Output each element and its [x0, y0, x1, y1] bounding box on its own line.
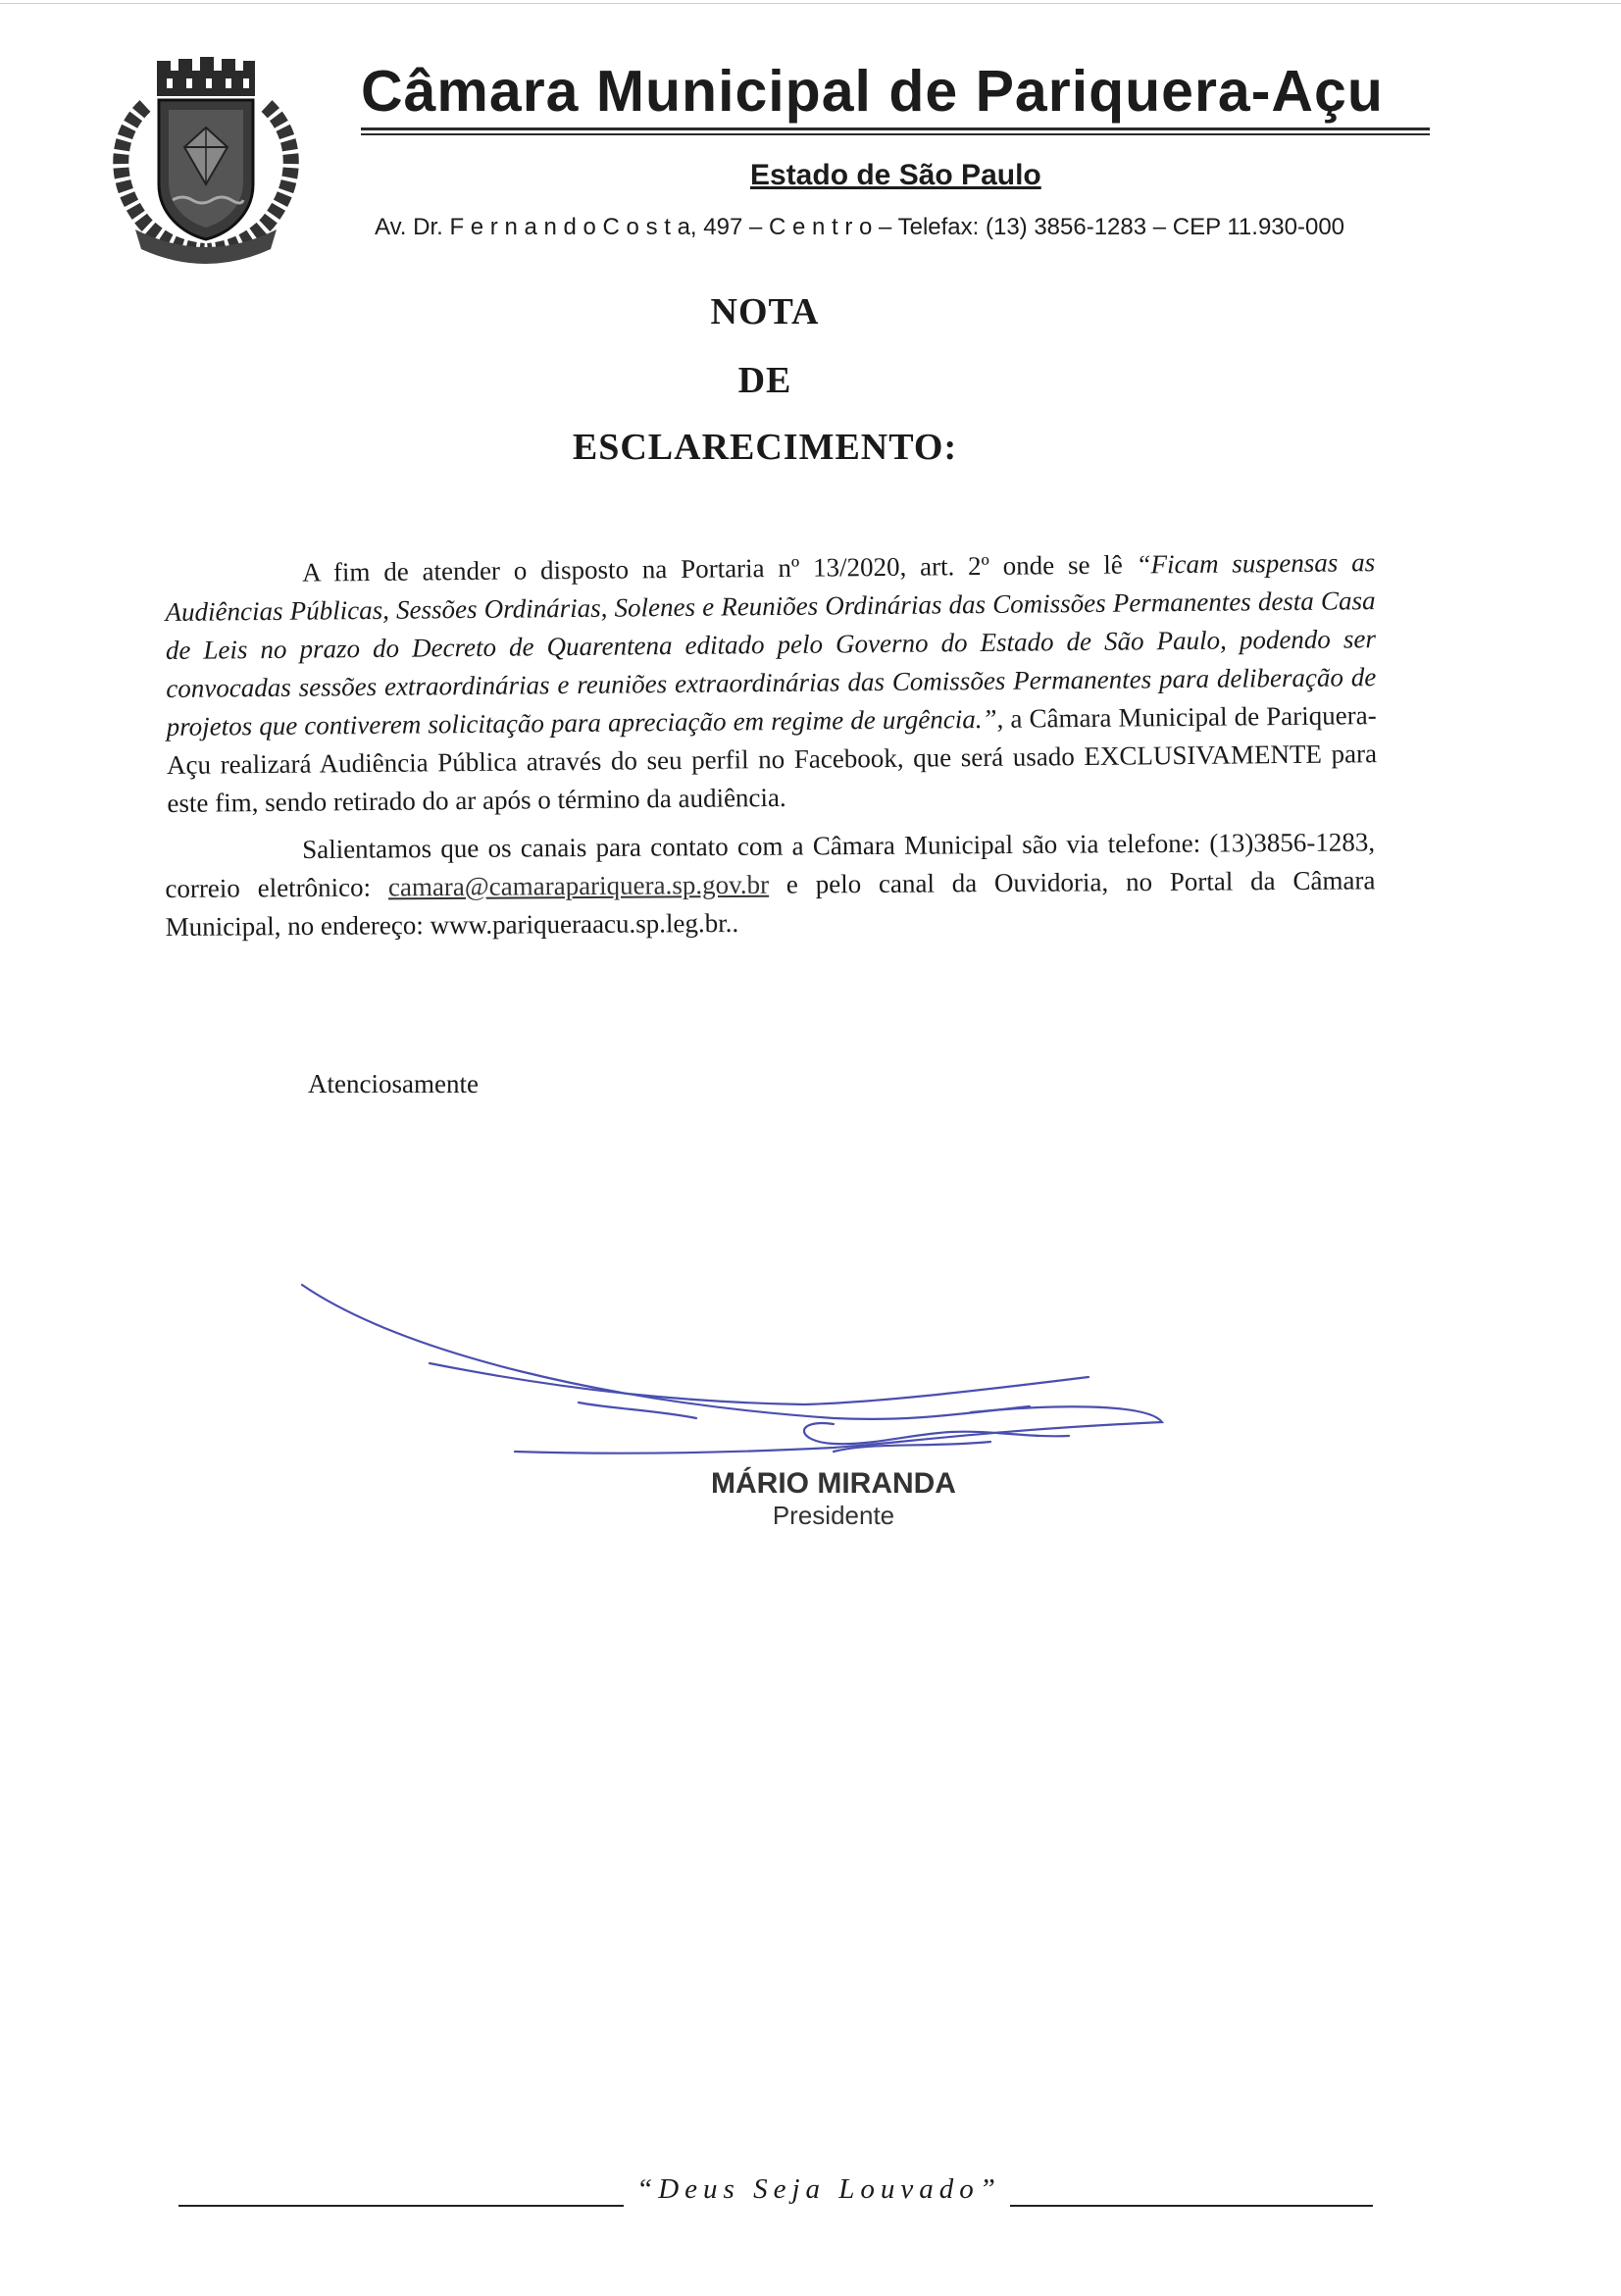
- signer-name: MÁRIO MIRANDA: [711, 1467, 956, 1500]
- scan-top-edge: [0, 0, 1621, 4]
- footer-motto: “Deus Seja Louvado”: [636, 2173, 1001, 2205]
- document-title-line3: ESCLARECIMENTO:: [572, 427, 958, 468]
- portaria-quote: “Ficam suspensas as Audiências Públicas, Sessões Ordinárias, Solenes e Reuniões Ordinárias das Comissões Permanentes desta Casa de Leis no prazo do Decreto de Quarentena editado pelo Governo do Estado de São Paulo, podendo ser convocadas sessões extraordinárias e reuniões extraordinárias das Comissões Permanentes para deliberação de projetos que contiverem solicitação para apreciação em regime de urgência.”: [165, 547, 1377, 741]
- institution-address: Av. Dr. F e r n a n d o C o s t a, 497 – C e n t r o – Telefax: (13) 3856-1283 – CEP 11.930-000: [375, 214, 1345, 240]
- institution-name: Câmara Municipal de Pariquera-Açu: [361, 57, 1430, 130]
- body-paragraph-1: [165, 543, 1378, 823]
- footer-rule-right: [1010, 2205, 1373, 2207]
- coat-of-arms-icon: [106, 57, 306, 265]
- state-name: Estado de São Paulo: [750, 159, 1041, 191]
- footer-rule-left: [178, 2205, 624, 2207]
- document-title-line2: DE: [737, 360, 792, 401]
- paragraph-1-intro: A fim de atender o disposto na Portaria nº 13/2020, art. 2º onde se lê: [302, 549, 1137, 587]
- paragraph-2-intro: Salientamos que os canais para contato com a Câmara Municipal são via telefone: (13)3856-1283, correio eletrônico:: [165, 827, 1376, 903]
- signer-role: Presidente: [772, 1501, 895, 1530]
- closing-salutation: Atenciosamente: [308, 1069, 479, 1098]
- handwritten-signature: [284, 1255, 1187, 1491]
- document-title-line1: NOTA: [710, 291, 820, 332]
- header-rule: [361, 133, 1430, 135]
- paragraph-1-rest: , a Câmara Municipal de Pariquera-Açu realizará Audiência Pública através do seu perfil no Facebook, que será usado EXCLUSIVAMENTE para este fim, sendo retirado do ar após o término da audiência.: [166, 700, 1378, 818]
- body-paragraph-2: [165, 823, 1376, 946]
- email-link[interactable]: camara@camarapariquera.sp.gov.br: [387, 869, 770, 902]
- paragraph-2-rest: e pelo canal da Ouvidoria, no Portal da Câmara Municipal, no endereço: www.pariqueraacu.sp.leg.br..: [165, 865, 1376, 942]
